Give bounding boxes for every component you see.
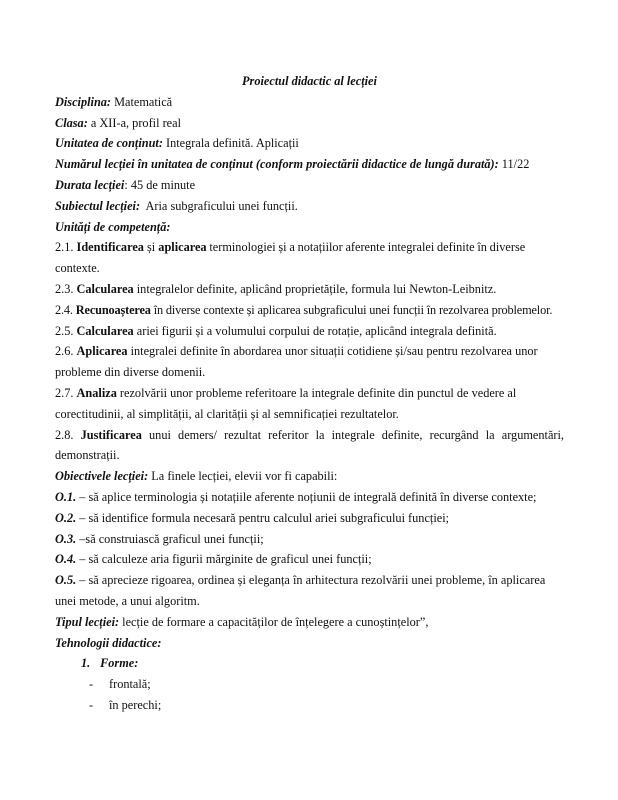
field-value: Matematică: [111, 94, 173, 109]
bullet-list-item: [55, 695, 564, 716]
item-number: 2.8.: [55, 427, 81, 442]
field-label: Clasa:: [55, 115, 88, 130]
item-keyword: Calcularea: [76, 323, 134, 338]
obiectiv-code: O.2.: [55, 510, 77, 525]
field-value: : 45 de minute: [124, 177, 196, 192]
item-number: 2.6.: [55, 344, 77, 359]
obiectiv-text: – să aprecieze rigoarea, ordinea și eleganța în arhitectura rezolvării unei probleme, în aplicarea unei metode, a unui algoritm.: [55, 573, 546, 608]
obiective-intro: La finele lecției, elevii vor fi capabili:: [148, 469, 338, 484]
obiectiv-text: – să calculeze aria figurii mărginite de graficul unei funcții;: [76, 552, 372, 567]
competenta-item: [55, 383, 564, 425]
field-disciplina: [55, 92, 564, 113]
obiectiv-text: – să identifice formula necesară pentru calculul ariei subgraficului funcției;: [76, 510, 450, 525]
item-keyword: Analiza: [76, 385, 117, 400]
item-keyword: aplicarea: [158, 240, 207, 255]
obiectiv-code: O.5.: [55, 573, 77, 588]
obiectiv-item: [55, 508, 564, 529]
dash-bullet: -: [89, 677, 94, 692]
item-number: 2.3.: [55, 281, 77, 296]
field-clasa: [55, 113, 564, 134]
item-number: 2.4.: [55, 302, 76, 317]
obiectiv-item: [55, 529, 564, 550]
field-subiectul: [55, 196, 564, 217]
field-label: Durata lecției: [55, 177, 125, 192]
bullet-text: în perechi;: [109, 697, 162, 712]
field-value: a XII-a, profil real: [87, 115, 181, 130]
competenta-item: [55, 341, 564, 383]
field-label: Disciplina:: [55, 94, 112, 109]
obiective-heading: [55, 466, 564, 487]
numbered-list-item: [55, 653, 564, 674]
competenta-item: [55, 425, 564, 467]
dash-bullet: -: [89, 697, 94, 712]
competenta-item: [55, 237, 564, 279]
item-text: terminologiei și a notațiilor aferente integralei definite în diverse contexte.: [55, 240, 526, 276]
document-title: Proiectul didactic al lecției: [242, 74, 377, 88]
item-keyword: Recunoașterea: [75, 302, 151, 317]
field-durata: [55, 175, 564, 196]
field-value: lecție de formare a capacităților de înțelegere a cunoștințelor”,: [119, 614, 429, 629]
obiectiv-item: [55, 570, 564, 612]
field-label: Subiectul lecției:: [55, 198, 141, 213]
item-text: integralei definite în abordarea unor situații cotidiene și/sau pentru rezolvarea unor probleme din diverse domenii.: [55, 344, 538, 380]
item-keyword: Aplicarea: [76, 344, 128, 359]
competenta-item: [55, 300, 564, 321]
item-keyword: Identificarea: [76, 240, 144, 255]
field-label: Numărul lecției în unitatea de conținut (conform proiectării didactice de lungă durată):: [55, 157, 499, 172]
field-label: Unitatea de conținut:: [55, 136, 163, 151]
obiectiv-text: –să construiască graficul unei funcții;: [76, 531, 264, 546]
obiectiv-code: O.1.: [55, 489, 77, 504]
item-text: unui demers/ rezultat referitor la integrale definite, recurgând la argumentări, demonstrații.: [55, 427, 564, 463]
item-text: în diverse contexte și aplicarea subgraficului unei funcții în rezolvarea problemelor.: [150, 302, 553, 317]
field-tipul: [55, 612, 564, 633]
competenta-item: [55, 279, 564, 300]
item-text: integralelor definite, aplicând proprietățile, formula lui Newton-Leibnitz.: [133, 281, 497, 296]
item-text: ariei figurii și a volumului corpului de rotație, aplicând integrala definită.: [133, 323, 497, 338]
field-label: Tipul lecției:: [55, 614, 120, 629]
item-number: 2.7.: [55, 385, 77, 400]
document-page: [55, 71, 564, 716]
obiectiv-text: – să aplice terminologia și notațiile aferente noțiunii de integrală definită în diverse contexte;: [76, 489, 537, 504]
field-value: 11/22: [498, 157, 530, 172]
bullet-text: frontală;: [109, 677, 151, 692]
bullet-list-item: [55, 674, 564, 695]
item-number: 2.1.: [55, 240, 77, 255]
item-text: rezolvării unor probleme referitoare la integrale definite din punctul de vedere al corectitudinii, al simplității, al clarității și al semnificației rezultatelor.: [55, 385, 517, 421]
item-text: și: [143, 240, 159, 255]
obiectiv-code: O.4.: [55, 552, 77, 567]
field-numarul: [55, 154, 564, 175]
field-unitatea: [55, 133, 564, 154]
competente-heading: Unități de competență:: [55, 219, 171, 234]
obiective-label: Obiectivele lecției:: [55, 469, 149, 484]
obiectiv-item: [55, 549, 564, 570]
item-number: 2.5.: [55, 323, 77, 338]
tehnologii-heading: Tehnologii didactice:: [55, 635, 162, 650]
obiectiv-item: [55, 487, 564, 508]
list-number: 1.: [81, 656, 91, 671]
item-keyword: Calcularea: [76, 281, 134, 296]
obiectiv-code: O.3.: [55, 531, 77, 546]
competenta-item: [55, 321, 564, 342]
item-keyword: Justificarea: [80, 427, 142, 442]
field-value: Aria subgraficului unei funcții.: [140, 198, 298, 213]
list-label: Forme:: [100, 656, 139, 671]
field-value: Integrala definită. Aplicații: [162, 136, 299, 151]
